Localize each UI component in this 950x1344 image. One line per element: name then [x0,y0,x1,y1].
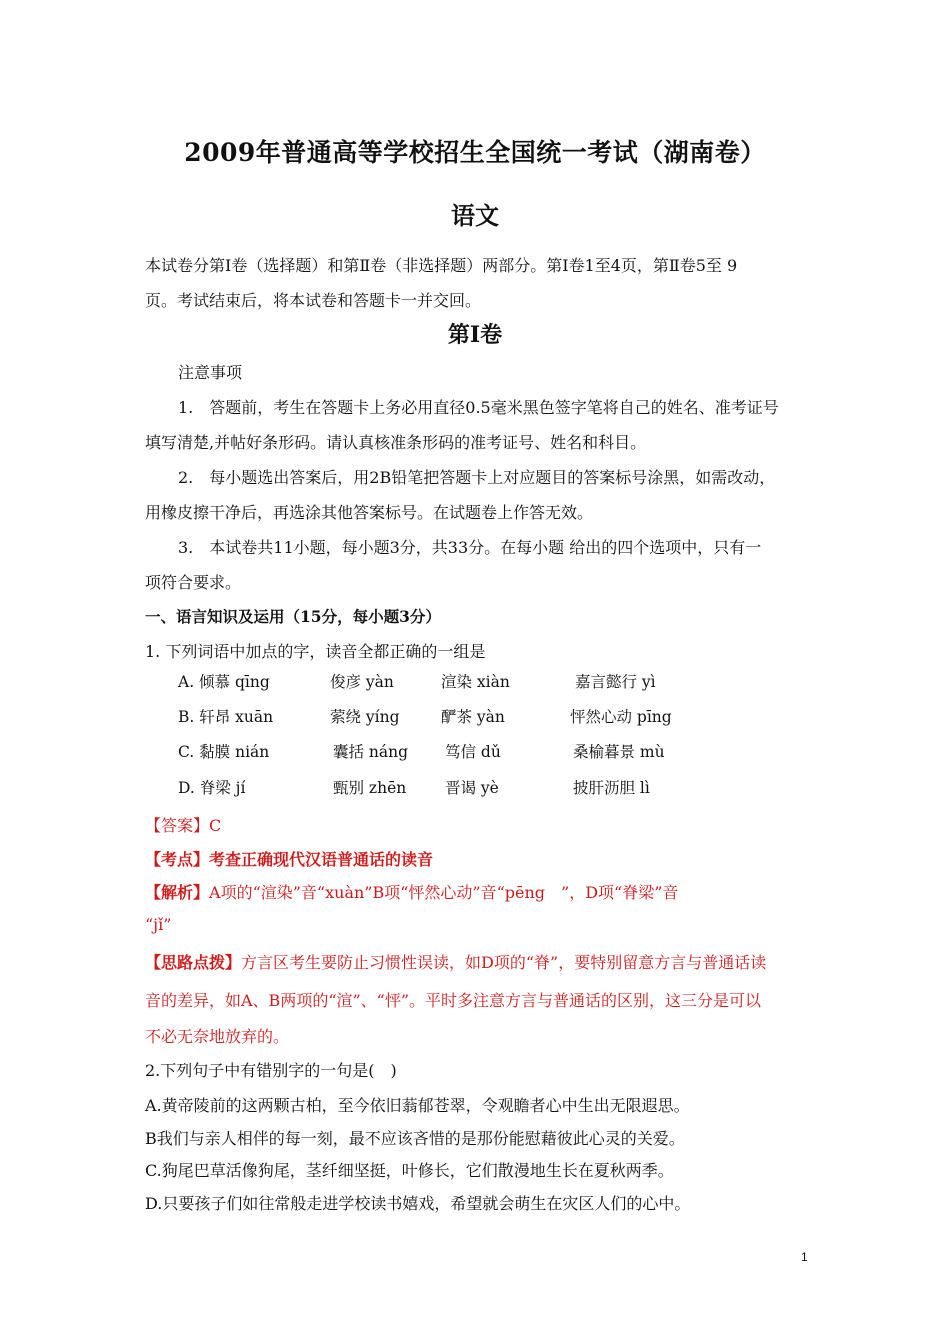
notice-item-1-line-1: 1. 答题前，考生在答题卡上务必用直径0.5毫米黑色签字笔将自己的姓名、准考证号 [178,398,779,417]
section-1-heading: 一、语言知识及运用（15分，每小题3分） [145,607,441,626]
page-number: 1 [801,1250,808,1264]
q1-point [145,847,433,870]
q1-option-a-col3: 渲染 xiàn [441,673,510,691]
q1-option-b-col2: 萦绕 yíng [330,708,400,726]
q1-tip-line-3: 不必无奈地放弃的。 [145,1027,290,1046]
q1-option-b-col3: 酽茶 yàn [441,708,505,726]
q1-analysis-line-1 [145,880,678,903]
q1-option-b-col4: 怦然心动 pīng [570,708,672,726]
q1-option-d-col1: D. 脊梁 jí [178,779,246,797]
intro-line-2: 页。考试结束后，将本试卷和答题卡一并交回。 [145,291,482,310]
q1-option-a-col2: 俊彦 yàn [330,673,394,691]
notice-item-3-line-1: 3. 本试卷共11小题，每小题3分，共33分。在每小题 给出的四个选项中，只有一 [178,538,762,557]
q2-stem: 2.下列句子中有错别字的一句是( ) [145,1061,397,1080]
notice-item-2-line-2: 用橡皮擦干净后，再选涂其他答案标号。在试题卷上作答无效。 [145,503,594,522]
q1-stem: 1. 下列词语中加点的字，读音全都正确的一组是 [145,642,486,661]
q1-analysis-line-2: “jǐ” [145,915,172,934]
q1-option-c-col2: 囊括 náng [333,743,409,761]
tip-text: 方言区考生要防止习惯性误读，如D项的“脊”，要特别留意方言与普通话读 [241,953,767,972]
q2-option-b: B我们与亲人相伴的每一刻，最不应该吝惜的是那份能慰藉彼此心灵的关爱。 [145,1129,685,1148]
notice-item-1-line-2: 填写清楚,并帖好条形码。请认真核准条形码的准考证号、姓名和科目。 [145,433,647,452]
exam-title: 2009年普通高等学校招生全国统一考试（湖南卷） [184,138,766,167]
q1-option-c-col1: C. 黏膜 nián [178,743,270,761]
q1-option-d-col4: 披肝沥胆 lì [573,779,650,797]
q1-option-c-col4: 桑榆暮景 mù [573,743,665,761]
notice-item-2-line-1: 2. 每小题选出答案后，用2B铅笔把答题卡上对应题目的答案标号涂黑，如需改动， [178,468,776,487]
q1-option-a-col4: 嘉言懿行 yì [575,673,656,691]
tip-label: 【思路点拨】 [145,953,242,972]
volume-title: 第Ⅰ卷 [447,322,503,348]
q1-option-a-col1: A. 倾慕 qīng [178,673,270,691]
analysis-label: 【解析】 [145,883,210,902]
notice-item-3-line-2: 项符合要求。 [145,573,242,592]
q2-option-a: A.黄帝陵前的这两颗古柏，至今依旧蓊郁苍翠，令观瞻者心中生出无限遐思。 [145,1096,690,1115]
intro-line-1: 本试卷分第Ⅰ卷（选择题）和第Ⅱ卷（非选择题）两部分。第Ⅰ卷1至4页，第Ⅱ卷5至 9 [145,256,738,275]
point-value: 考查正确现代汉语普通话的读音 [209,850,434,869]
answer-label: 【答案】 [145,816,210,835]
point-label: 【考点】 [145,850,210,869]
q2-option-c: C.狗尾巴草活像狗尾，茎纤细坚挺，叶修长，它们散漫地生长在夏秋两季。 [145,1161,674,1180]
notice-heading: 注意事项 [178,363,243,382]
q1-option-c-col3: 笃信 dǔ [445,743,501,761]
q1-answer [145,813,221,836]
q1-option-d-col2: 甄别 zhēn [333,779,407,797]
analysis-text: A项的“渲染”音“xuàn”B项“怦然心动”音“pēng ”，D项“脊梁”音 [209,883,679,902]
q1-tip-line-1 [145,950,766,973]
q2-option-d: D.只要孩子们如往常般走进学校读书嬉戏，希望就会萌生在灾区人们的心中。 [145,1194,691,1213]
q1-option-b-col1: B. 轩昂 xuān [178,708,274,726]
q1-option-d-col3: 晋谒 yè [445,779,499,797]
q1-tip-line-2: 音的差异，如A、B两项的“渲”、“怦”。平时多注意方言与普通话的区别，这三分是可以 [145,991,762,1010]
answer-value: C [209,816,222,835]
subject-title: 语文 [451,201,499,230]
